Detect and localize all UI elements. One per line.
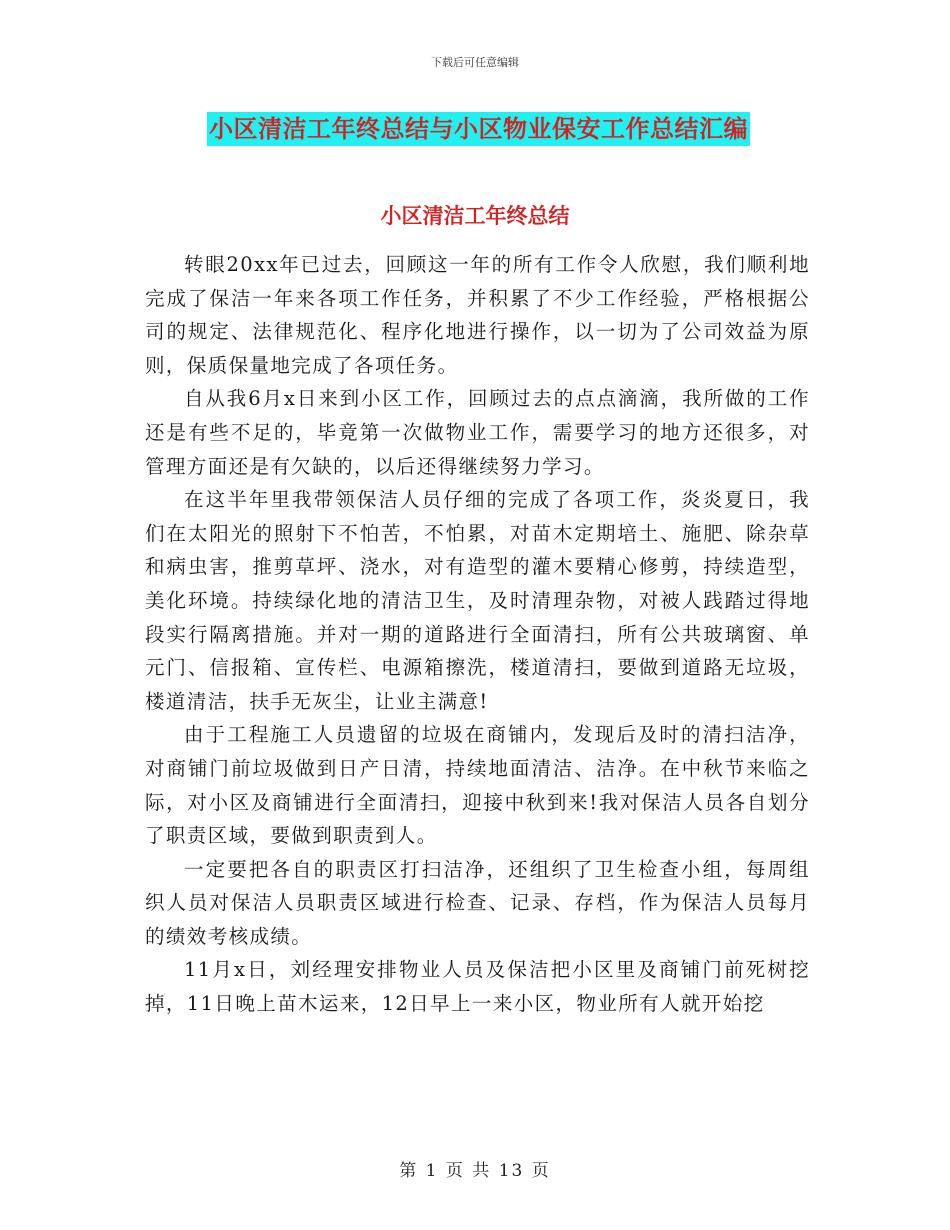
paragraph: 由于工程施工人员遗留的垃圾在商铺内，发现后及时的清扫洁净，对商铺门前垃圾做到日产日清，持续地面清洁、洁净。在中秋节来临之际，对小区及商铺进行全面清扫，迎接中秋到来!我对保洁人员各自划分了职责区域，要做到职责到人。 <box>145 723 810 848</box>
document-main-title: 小区清洁工年终总结与小区物业保安工作总结汇编 <box>207 112 750 146</box>
document-body <box>145 248 810 1021</box>
paragraph: 在这半年里我带领保洁人员仔细的完成了各项工作，炎炎夏日，我们在太阳光的照射下不怕苦，不怕累，对苗木定期培土、施肥、除杂草和病虫害，推剪草坪、浇水，对有造型的灌木要精心修剪，持续造型，美化环境。持续绿化地的清洁卫生，及时清理杂物，对被人践踏过得地段实行隔离措施。并对一期的道路进行全面清扫，所有公共玻璃窗、单元门、信报箱、宣传栏、电源箱擦洗，楼道清扫，要做到道路无垃圾，楼道清洁，扶手无灰尘，让业主满意! <box>145 488 810 713</box>
paragraph: 11月x日，刘经理安排物业人员及保洁把小区里及商铺门前死树挖掉，11日晚上苗木运来，12日早上一来小区，物业所有人就开始挖 <box>145 958 810 1016</box>
page-number-footer: 第 1 页 共 13 页 <box>399 1161 551 1181</box>
section-title: 小区清洁工年终总结 <box>380 203 570 228</box>
paragraph: 自从我6月x日来到小区工作，回顾过去的点点滴滴，我所做的工作还是有些不足的，毕竟第一次做物业工作，需要学习的地方还很多，对管理方面还是有欠缺的，以后还得继续努力学习。 <box>145 387 810 478</box>
paragraph: 一定要把各自的职责区打扫洁净，还组织了卫生检查小组，每周组织人员对保洁人员职责区域进行检查、记录、存档，作为保洁人员每月的绩效考核成绩。 <box>145 857 810 948</box>
header-note: 下载后可任意编辑 <box>431 56 519 69</box>
paragraph: 转眼20xx年已过去，回顾这一年的所有工作令人欣慰，我们顺利地完成了保洁一年来各项工作任务，并积累了不少工作经验，严格根据公司的规定、法律规范化、程序化地进行操作，以一切为了公司效益为原则，保质保量地完成了各项任务。 <box>145 253 810 377</box>
